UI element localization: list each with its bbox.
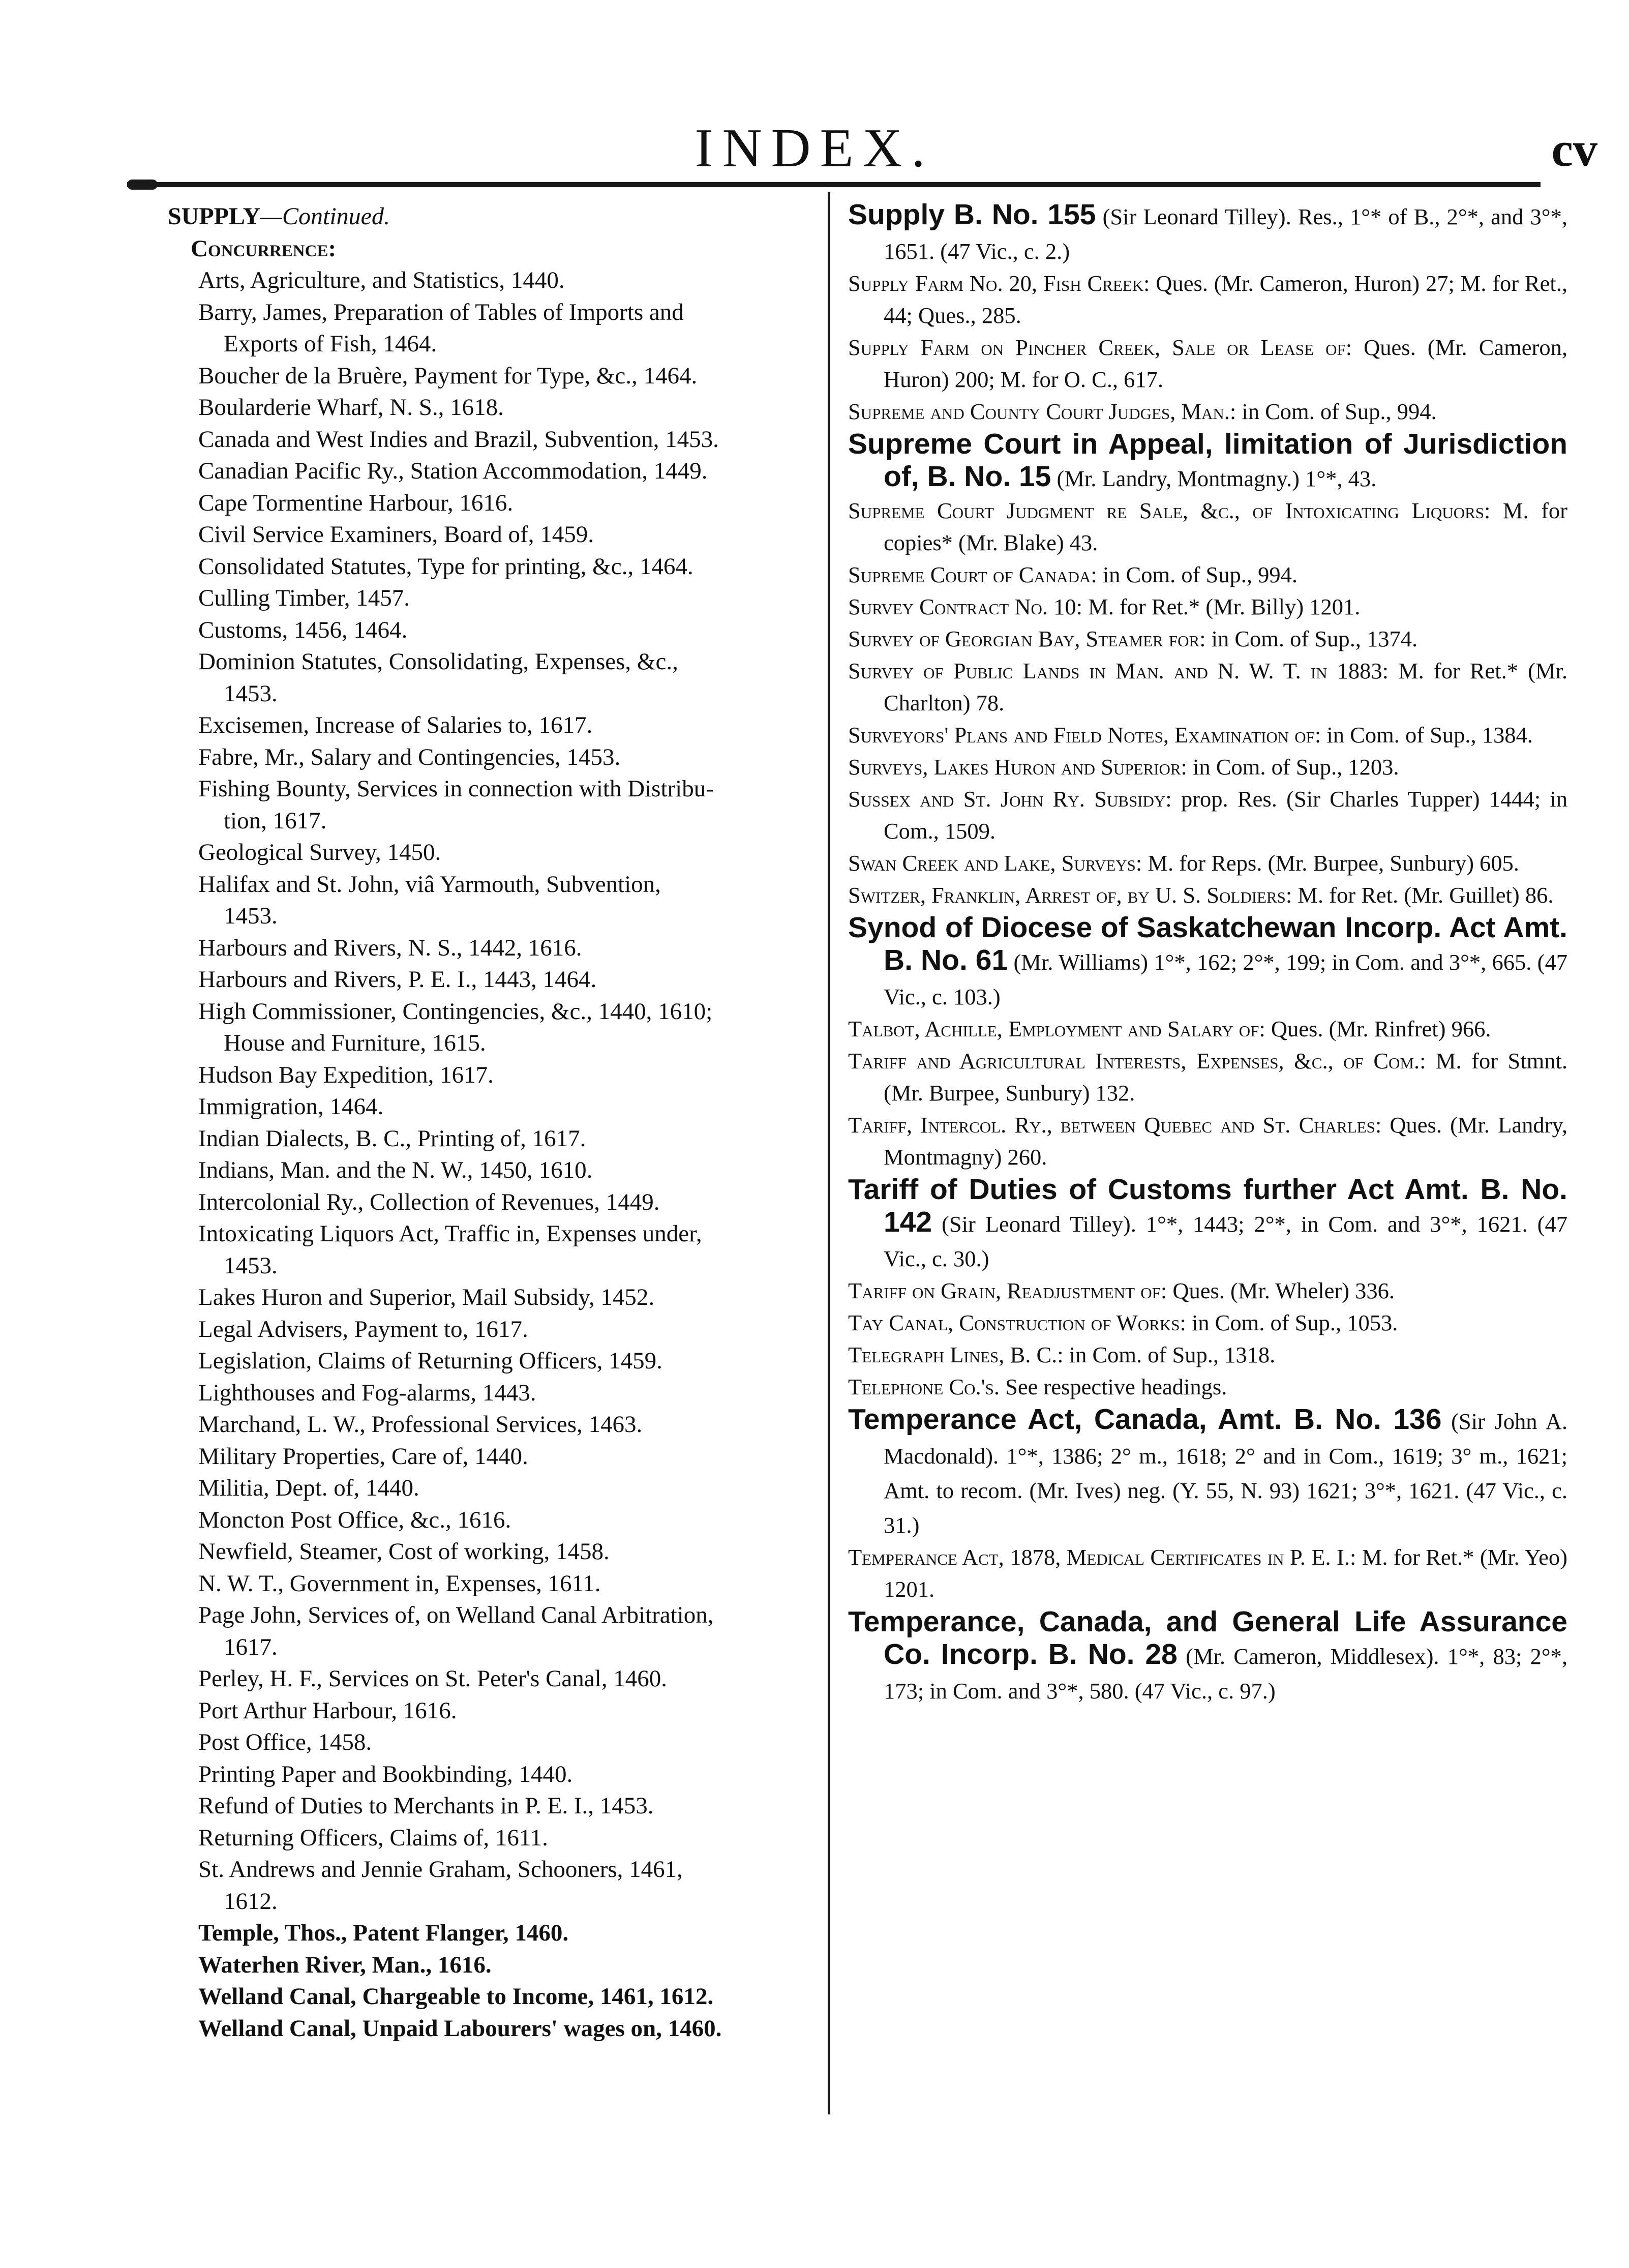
entry-heading: Surveyors' Plans and Field Notes, Examination of:	[848, 722, 1321, 748]
entry-references: Ques. (Mr. Rinfret) 966.	[1265, 1016, 1491, 1041]
entry-heading: Swan Creek and Lake, Surveys:	[848, 850, 1142, 876]
entry-references: in Com. of Sup., 1053.	[1186, 1310, 1398, 1335]
entry-heading: Tay Canal, Construction of Works:	[848, 1310, 1186, 1335]
entry-references: (Sir John A. Macdonald). 1°*, 1386; 2° m., 1618; 2° and in Com., 1619; 3° m., 1621; Amt. to recom. (Mr. Ives) neg. (Y. 55, N. 93) 1621; 3°*, 1621. (47 Vic., c. 31.)	[884, 1409, 1568, 1538]
entry-references: in Com. of Sup., 1374.	[1205, 626, 1418, 651]
entry-heading: Temperance, Canada, and General Life Assurance Co. Incorp. B. No. 28	[848, 1605, 1567, 1670]
entry-heading: Sussex and St. John Ry. Subsidy:	[848, 786, 1172, 812]
entry-heading: Supply Farm on Pincher Creek, Sale or Lease of:	[848, 335, 1352, 360]
index-entry	[848, 623, 1567, 655]
entry-references: in Com. of Sup., 994.	[1236, 399, 1437, 424]
entry-heading: Tariff of Duties of Customs further Act Amt. B. No. 142	[848, 1173, 1567, 1238]
index-line: Perley, H. F., Services on St. Peter's Canal, 1460.	[198, 1665, 667, 1692]
entry-references: (Mr. Landry, Montmagny.) 1°*, 43.	[1051, 466, 1377, 491]
left-entry-list	[168, 264, 821, 2044]
index-line: Intoxicating Liquors Act, Traffic in, Expenses under,	[198, 1220, 702, 1247]
entry-heading: Survey of Public Lands in Man. and N. W. T. in 1883:	[848, 658, 1389, 683]
entry-heading: Surveys, Lakes Huron and Superior:	[848, 754, 1187, 780]
index-line: N. W. T., Government in, Expenses, 1611.	[198, 1570, 601, 1597]
index-line: Intercolonial Ry., Collection of Revenues, 1449.	[198, 1188, 660, 1215]
index-line: 1612.	[224, 1888, 278, 1915]
index-line: 1453.	[224, 903, 278, 929]
index-line: Barry, James, Preparation of Tables of Imports and	[198, 299, 684, 325]
index-line: Printing Paper and Bookbinding, 1440.	[198, 1760, 573, 1787]
index-entry	[848, 559, 1567, 591]
entry-heading: Supreme Court in Appeal, limitation of Jurisdiction of, B. No. 15	[848, 428, 1567, 493]
header-rule	[127, 182, 1541, 187]
index-entry	[848, 1275, 1567, 1307]
entry-references: M. for Ret.* (Mr. Yeo) 1201.	[884, 1544, 1567, 1602]
index-entry	[848, 495, 1567, 559]
index-line: Harbours and Rivers, P. E. I., 1443, 1464.	[198, 966, 597, 993]
entry-references: M. for Stmnt. (Mr. Burpee, Sunbury) 132.	[884, 1048, 1567, 1106]
index-line: Excisemen, Increase of Salaries to, 1617.	[198, 712, 593, 738]
entry-heading: Supply B. No. 155	[848, 198, 1096, 231]
index-entry	[848, 428, 1567, 495]
index-entry	[848, 751, 1567, 783]
index-entry	[848, 655, 1567, 719]
entry-references: Ques. (Mr. Cameron, Huron) 200; M. for O. C., 617.	[884, 335, 1567, 392]
entry-references: in Com. of Sup., 1318.	[1063, 1342, 1276, 1367]
entry-references: (Sir Leonard Tilley). Res., 1°* of B., 2°*, and 3°*, 1651. (47 Vic., c. 2.)	[884, 204, 1567, 264]
index-line: Lakes Huron and Superior, Mail Subsidy, 1452.	[198, 1284, 655, 1310]
right-column	[848, 198, 1567, 1707]
entry-references: in Com. of Sup., 1203.	[1187, 754, 1399, 780]
index-line: Port Arthur Harbour, 1616.	[198, 1697, 457, 1724]
page-title: INDEX.	[695, 118, 934, 178]
index-line: Geological Survey, 1450.	[198, 839, 441, 866]
index-line: Harbours and Rivers, N. S., 1442, 1616.	[198, 934, 582, 961]
index-line: Newfield, Steamer, Cost of working, 1458.	[198, 1538, 610, 1565]
index-entry	[848, 1307, 1567, 1339]
entry-heading: Temperance Act, Canada, Amt. B. No. 136	[848, 1403, 1442, 1436]
index-line: Cape Tormentine Harbour, 1616.	[198, 489, 514, 516]
index-line: Dominion Statutes, Consolidating, Expenses, &c.,	[198, 648, 678, 675]
index-entry	[848, 783, 1567, 847]
index-line: Customs, 1456, 1464.	[198, 616, 408, 643]
index-entry	[848, 879, 1567, 911]
entry-heading: Supply Farm No. 20, Fish Creek:	[848, 271, 1150, 296]
index-line: Post Office, 1458.	[198, 1729, 372, 1755]
entry-heading: Supreme and County Court Judges, Man.:	[848, 399, 1236, 424]
index-line: Welland Canal, Chargeable to Income, 1461, 1612.	[198, 1983, 714, 2010]
index-entry	[848, 198, 1567, 267]
index-entry	[848, 1605, 1567, 1707]
index-line: Temple, Thos., Patent Flanger, 1460.	[198, 1920, 569, 1946]
entry-heading: Survey of Georgian Bay, Steamer for:	[848, 626, 1206, 651]
index-line: Lighthouses and Fog-alarms, 1443.	[198, 1379, 536, 1406]
index-entry	[848, 1045, 1567, 1109]
index-entry	[848, 1371, 1567, 1403]
index-line: Boucher de la Bruère, Payment for Type, &c., 1464.	[198, 362, 698, 389]
index-line: 1453.	[224, 1252, 278, 1279]
entry-heading: Telegraph Lines, B. C.:	[848, 1342, 1064, 1367]
index-line: Refund of Duties to Merchants in P. E. I., 1453.	[198, 1793, 654, 1819]
index-line: Waterhen River, Man., 1616.	[198, 1951, 492, 1978]
index-line: Boularderie Wharf, N. S., 1618.	[198, 394, 504, 421]
index-entry	[848, 719, 1567, 751]
entry-references: M. for Ret. (Mr. Guillet) 86.	[1292, 882, 1554, 908]
index-line: Legal Advisers, Payment to, 1617.	[198, 1316, 528, 1342]
index-line: tion, 1617.	[224, 807, 327, 834]
index-entry	[848, 1173, 1567, 1275]
index-line: Returning Officers, Claims of, 1611.	[198, 1824, 548, 1851]
index-entry	[848, 1013, 1567, 1045]
entry-heading: Tariff, Intercol. Ry., between Quebec and St. Charles:	[848, 1112, 1382, 1138]
entry-references: Ques. (Mr. Landry, Montmagny) 260.	[884, 1112, 1567, 1170]
entry-references: in Com. of Sup., 1384.	[1321, 722, 1533, 748]
index-entry	[848, 1109, 1567, 1173]
entry-references: See respective headings.	[1000, 1374, 1227, 1399]
entry-references: M. for Reps. (Mr. Burpee, Sunbury) 605.	[1142, 850, 1519, 876]
index-line: Arts, Agriculture, and Statistics, 1440.	[198, 267, 565, 293]
index-line: Militia, Dept. of, 1440.	[198, 1475, 419, 1501]
index-line: House and Furniture, 1615.	[224, 1030, 486, 1056]
index-line: Page John, Services of, on Welland Canal Arbitration,	[198, 1602, 714, 1628]
entry-heading: Talbot, Achille, Employment and Salary of:	[848, 1016, 1265, 1041]
index-entry	[848, 267, 1567, 332]
entry-references: in Com. of Sup., 994.	[1097, 562, 1298, 587]
index-line: Consolidated Statutes, Type for printing, &c., 1464.	[198, 553, 693, 580]
index-line: Moncton Post Office, &c., 1616.	[198, 1506, 511, 1533]
index-line: Fabre, Mr., Salary and Contingencies, 1453.	[198, 743, 621, 770]
entry-references: M. for Ret.* (Mr. Charlton) 78.	[884, 658, 1567, 715]
index-entry	[848, 1339, 1567, 1371]
entry-heading: Supreme Court Judgment re Sale, &c., of Intoxicating Liquors:	[848, 498, 1491, 523]
entry-references: M. for Ret.* (Mr. Billy) 1201.	[1082, 594, 1361, 619]
index-line: Legislation, Claims of Returning Officers, 1459.	[198, 1348, 662, 1374]
section-heading	[168, 201, 821, 233]
index-line: Culling Timber, 1457.	[198, 585, 410, 611]
index-entry	[848, 591, 1567, 623]
index-line: 1453.	[224, 680, 278, 707]
entry-heading: Temperance Act, 1878, Medical Certificates in P. E. I.:	[848, 1544, 1356, 1570]
index-line: Indians, Man. and the N. W., 1450, 1610.	[198, 1157, 593, 1183]
entry-heading: Tariff and Agricultural Interests, Expenses, &c., of Com.:	[848, 1048, 1426, 1073]
index-line: Civil Service Examiners, Board of, 1459.	[198, 521, 594, 548]
entry-references: Ques. (Mr. Wheler) 336.	[1167, 1278, 1395, 1303]
index-entry	[848, 1541, 1567, 1605]
index-line: Military Properties, Care of, 1440.	[198, 1443, 528, 1470]
left-column	[168, 201, 821, 2044]
index-entry	[848, 332, 1567, 396]
section-heading-suffix: —Continued.	[260, 203, 390, 230]
entry-references: (Sir Leonard Tilley). 1°*, 1443; 2°*, in Com. and 3°*, 1621. (47 Vic., c. 30.)	[884, 1211, 1567, 1271]
index-entry	[848, 847, 1567, 879]
section-heading-label: SUPPLY	[168, 203, 261, 230]
index-line: Canada and West Indies and Brazil, Subvention, 1453.	[198, 426, 719, 453]
index-entry	[848, 1403, 1567, 1541]
index-line: Canadian Pacific Ry., Station Accommodation, 1449.	[198, 458, 708, 484]
entry-heading: Synod of Diocese of Saskatchewan Incorp. Act Amt. B. No. 61	[848, 911, 1567, 976]
index-line: Marchand, L. W., Professional Services, 1463.	[198, 1411, 643, 1438]
entry-heading: Tariff on Grain, Readjustment of:	[848, 1278, 1167, 1303]
entry-heading: Supreme Court of Canada:	[848, 562, 1097, 587]
entry-references: (Mr. Williams) 1°*, 162; 2°*, 199; in Com. and 3°*, 665. (47 Vic., c. 103.)	[884, 949, 1567, 1009]
page-number: cv	[1551, 122, 1597, 176]
index-line: High Commissioner, Contingencies, &c., 1440, 1610;	[198, 998, 713, 1025]
index-line: Welland Canal, Unpaid Labourers' wages on, 1460.	[198, 2015, 722, 2042]
entry-heading: Switzer, Franklin, Arrest of, by U. S. Soldiers:	[848, 882, 1292, 908]
entry-references: (Mr. Cameron, Middlesex). 1°*, 83; 2°*, 173; in Com. and 3°*, 580. (47 Vic., c. 97.)	[884, 1644, 1567, 1704]
index-line: 1617.	[224, 1633, 278, 1660]
column-divider	[828, 192, 830, 2114]
section-subheading: Concurrence:	[191, 235, 337, 262]
index-line: Indian Dialects, B. C., Printing of, 1617.	[198, 1125, 586, 1152]
index-entry	[848, 911, 1567, 1013]
entry-heading: Survey Contract No. 10:	[848, 594, 1082, 619]
index-line: Fishing Bounty, Services in connection with Distribu-	[198, 775, 714, 802]
index-line: Halifax and St. John, viâ Yarmouth, Subvention,	[198, 871, 661, 898]
entry-references: Ques. (Mr. Cameron, Huron) 27; M. for Ret., 44; Ques., 285.	[884, 271, 1567, 328]
index-line: St. Andrews and Jennie Graham, Schooners, 1461,	[198, 1856, 683, 1883]
index-line: Exports of Fish, 1464.	[224, 331, 437, 357]
right-entry-list	[848, 198, 1567, 1707]
entry-heading: Telephone Co.'s.	[848, 1374, 1000, 1399]
entry-references: M. for copies* (Mr. Blake) 43.	[884, 498, 1567, 555]
index-line: Hudson Bay Expedition, 1617.	[198, 1061, 494, 1088]
index-line: Immigration, 1464.	[198, 1093, 384, 1120]
index-entry	[848, 396, 1567, 428]
entry-references: prop. Res. (Sir Charles Tupper) 1444; in Com., 1509.	[884, 786, 1567, 844]
